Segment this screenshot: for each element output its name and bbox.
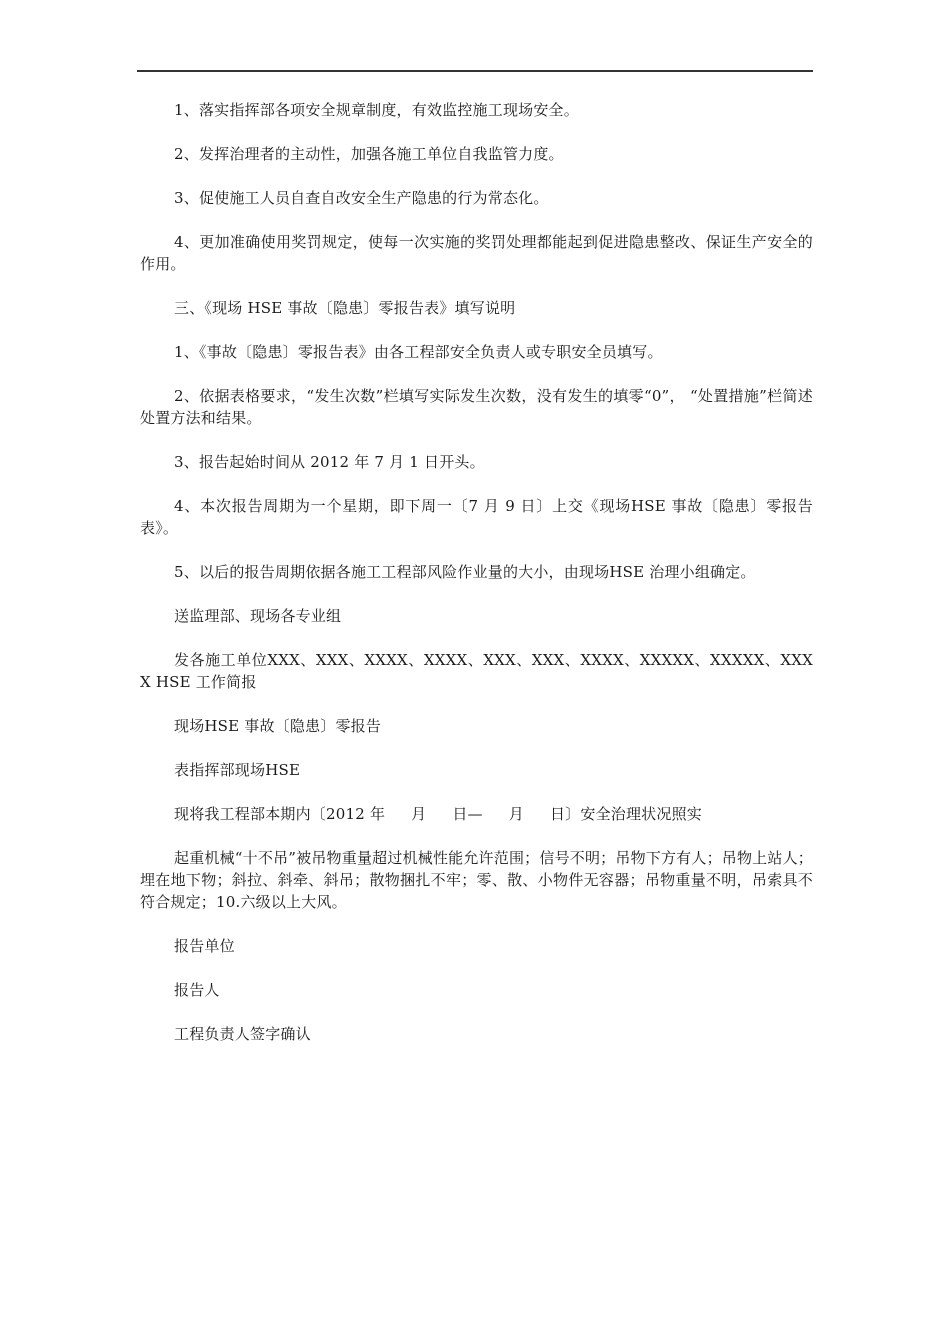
period-day-1: 日— bbox=[452, 805, 483, 823]
period-month-2: 月 bbox=[508, 805, 524, 823]
instruction-2: 2、依据表格要求，“发生次数”栏填写实际发生次数，没有发生的填零“0”， “处置措施”栏简述处置方法和结果。 bbox=[140, 387, 813, 427]
issuer-line: 表指挥部现场HSE bbox=[174, 761, 301, 779]
instruction-5: 5、以后的报告周期依据各施工工程部风险作业量的大小，由现场HSE 治理小组确定。 bbox=[174, 563, 756, 581]
crane-rules: 起重机械“十不吊”被吊物重量超过机械性能允许范围；信号不明；吊物下方有人；吊物上站人；埋在地下物；斜拉、斜牵、斜吊；散物捆扎不牢；零、散、小物件无容器；吊物重量不明，吊索具不符合规定；10.六级以上大风。 bbox=[140, 849, 813, 911]
period-line bbox=[140, 803, 813, 825]
paragraph-2: 2、发挥治理者的主动性，加强各施工单位自我监管力度。 bbox=[174, 145, 564, 163]
reporter-label: 报告人 bbox=[174, 981, 220, 999]
document-body bbox=[140, 99, 813, 1067]
period-prefix: 现将我工程部本期内〔2012 年 bbox=[174, 805, 386, 823]
instruction-4: 4、本次报告周期为一个星期，即下周一〔7 月 9 日〕上交《现场HSE 事故〔隐患〕零报告表》。 bbox=[140, 497, 813, 537]
reporting-unit-label: 报告单位 bbox=[174, 937, 235, 955]
distribution-line: 发各施工单位XXX、XXX、XXXX、XXXX、XXX、XXX、XXXX、XXXXX、XXXXX、XXXX HSE 工作简报 bbox=[140, 651, 813, 691]
header-rule bbox=[137, 70, 813, 72]
manager-signature-label: 工程负责人签字确认 bbox=[174, 1025, 311, 1043]
section-heading: 三、《现场 HSE 事故〔隐患〕零报告表》填写说明 bbox=[174, 299, 516, 317]
instruction-1: 1、《事故〔隐患〕零报告表》由各工程部安全负责人或专职安全员填写。 bbox=[174, 343, 663, 361]
report-title: 现场HSE 事故〔隐患〕零报告 bbox=[174, 717, 382, 735]
period-month-1: 月 bbox=[411, 805, 427, 823]
paragraph-4: 4、更加准确使用奖罚规定，使每一次实施的奖罚处理都能起到促进隐患整改、保证生产安全的作用。 bbox=[140, 233, 813, 273]
period-suffix: 日〕安全治理状况照实 bbox=[549, 805, 702, 823]
paragraph-1: 1、落实指挥部各项安全规章制度，有效监控施工现场安全。 bbox=[174, 101, 579, 119]
paragraph-3: 3、促使施工人员自查自改安全生产隐患的行为常态化。 bbox=[174, 189, 549, 207]
recipients-line: 送监理部、现场各专业组 bbox=[174, 607, 342, 625]
instruction-3: 3、报告起始时间从 2012 年 7 月 1 日开头。 bbox=[174, 453, 485, 471]
